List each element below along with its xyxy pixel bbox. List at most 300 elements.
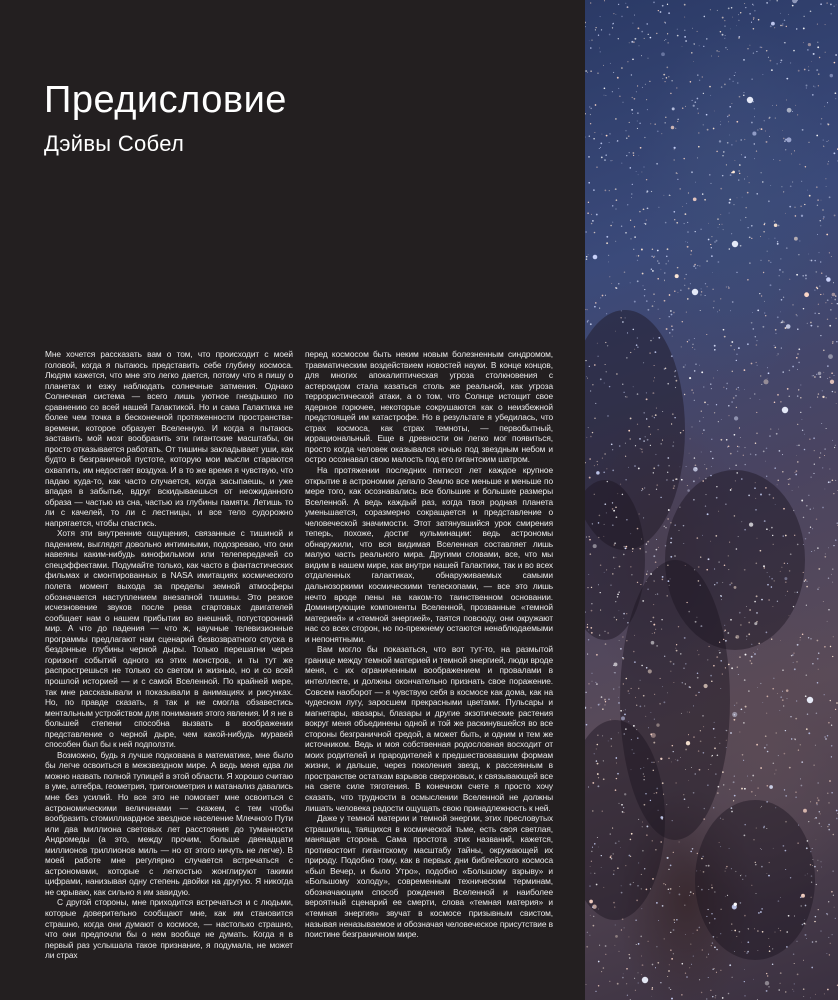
star xyxy=(778,755,779,756)
star xyxy=(828,937,829,938)
star xyxy=(725,730,726,731)
star xyxy=(616,373,618,375)
star xyxy=(591,610,593,612)
star xyxy=(633,329,635,331)
star xyxy=(798,362,800,364)
star xyxy=(739,612,741,614)
star xyxy=(639,123,640,124)
star xyxy=(613,72,614,73)
star xyxy=(602,810,603,811)
star xyxy=(643,695,645,697)
star xyxy=(616,516,618,518)
star xyxy=(796,455,797,456)
star xyxy=(587,654,588,655)
star xyxy=(738,180,739,181)
star xyxy=(777,244,778,245)
star xyxy=(595,403,596,404)
star xyxy=(670,310,672,312)
star xyxy=(689,453,690,454)
star xyxy=(642,964,644,966)
star xyxy=(804,919,805,920)
star xyxy=(591,632,593,634)
star xyxy=(778,989,780,991)
star xyxy=(687,231,689,233)
star xyxy=(634,635,635,636)
star xyxy=(725,35,726,36)
star xyxy=(727,116,728,117)
star xyxy=(685,364,686,365)
star xyxy=(687,489,690,492)
paragraph: На протяжении последних пятисот лет каждое крупное открытие в астрономии делало Землю все меньше и меньше по мере того, как осознавались все большие и большие размеры Вселенной. А ведь каждый раз, когда твоя родная планета уменьшается, соразмерно сокращается и представление о человеческой значимости. Этот затянувшийся урок смирения теперь, похоже, достиг кульминации: ведь астрономы обнаружили, что вся видимая Вселенная составляет лишь малую часть реального мира. Другими словами, все, что мы видим в нашем мире, как внутри нашей Галактики, так и во всех отдаленных галактиках, обнаруживаемых самыми дальнозоркими космическими телескопами, — все это лишь нечто вроде пены на каком-то таинственном основании. Доминирующие компоненты Вселенной, прозванные «темной материей» и «темной энергией», таятся повсюду, они окружают нас со всех сторон, но по-прежнему остаются ненаблюдаемыми и непонятными. xyxy=(305,465,553,644)
star xyxy=(687,246,689,248)
star xyxy=(687,341,688,342)
star xyxy=(735,160,736,161)
star xyxy=(675,782,676,783)
star xyxy=(816,713,818,715)
star xyxy=(752,775,754,777)
star xyxy=(622,811,624,813)
star xyxy=(604,159,606,161)
star xyxy=(711,913,712,914)
star xyxy=(592,681,593,682)
star xyxy=(768,938,769,939)
star xyxy=(796,700,797,701)
star xyxy=(680,467,681,468)
star xyxy=(830,717,831,718)
star xyxy=(744,969,745,970)
star xyxy=(724,84,726,86)
star xyxy=(783,535,784,536)
star xyxy=(714,412,715,413)
star xyxy=(596,683,598,685)
star xyxy=(669,294,671,296)
star xyxy=(660,678,661,679)
star xyxy=(690,944,691,945)
star xyxy=(664,526,665,527)
star xyxy=(746,639,747,640)
star xyxy=(628,135,629,136)
star xyxy=(598,961,600,963)
star xyxy=(596,471,600,475)
star xyxy=(800,397,802,399)
star xyxy=(668,76,669,77)
star xyxy=(600,16,601,17)
star xyxy=(745,207,747,209)
star xyxy=(729,106,731,108)
star xyxy=(617,593,619,595)
star xyxy=(801,785,803,787)
star xyxy=(660,497,661,498)
star xyxy=(591,708,592,709)
star xyxy=(619,445,621,447)
star xyxy=(751,780,752,781)
star xyxy=(659,703,661,705)
star xyxy=(744,389,745,390)
star xyxy=(653,467,655,469)
star xyxy=(637,121,638,122)
star xyxy=(648,34,649,35)
star xyxy=(725,667,726,668)
star xyxy=(655,849,657,851)
star xyxy=(814,312,816,314)
star xyxy=(719,224,720,225)
star xyxy=(657,278,659,280)
star xyxy=(781,567,782,568)
star xyxy=(795,792,796,793)
star xyxy=(712,942,713,943)
star xyxy=(690,891,692,893)
star xyxy=(834,375,835,376)
star xyxy=(776,225,777,226)
star xyxy=(770,185,771,186)
star xyxy=(803,960,804,961)
star xyxy=(585,70,587,72)
star xyxy=(758,643,760,645)
star xyxy=(720,846,721,847)
star xyxy=(802,275,804,277)
star xyxy=(615,118,617,120)
star xyxy=(589,477,591,479)
star xyxy=(752,4,754,6)
star xyxy=(703,417,704,418)
star xyxy=(632,551,633,552)
star xyxy=(832,391,833,392)
star xyxy=(610,856,612,858)
star xyxy=(766,476,767,477)
star xyxy=(773,159,774,160)
star xyxy=(615,601,616,602)
star xyxy=(709,86,711,88)
star xyxy=(598,909,599,910)
star xyxy=(769,785,773,789)
star xyxy=(590,390,591,391)
star xyxy=(693,467,698,472)
star xyxy=(784,753,786,755)
star xyxy=(731,488,732,489)
star xyxy=(653,742,655,744)
star xyxy=(732,301,734,303)
star xyxy=(750,660,751,661)
star xyxy=(791,738,792,739)
star xyxy=(697,98,699,100)
star xyxy=(831,256,832,257)
star xyxy=(798,70,800,72)
star xyxy=(662,5,664,7)
star xyxy=(623,546,625,548)
paragraph: Мне хочется рассказать вам о том, что происходит с моей головой, когда я пытаюсь представить себе глубину космоса. Людям кажется, что мне это легко дается, потому что я пишу о планетах и езжу наблюдать солнечные затмения. Однако Солнечная система — всего лишь уютное гнездышко по сравнению со всей нашей Галактикой. Но и сама Галактика не более чем точка в бесконечной протяженности пространства-времени, которое образует Вселенную. И когда я пытаюсь заставить мой мозг вообразить эти гигантские масштабы, он просто отказывается работать. От тишины закладывает уши, как будто в безграничной пустоте, которую мои мысли стараются охватить, им недостает воздуха. И в то же время я чувствую, что падаю куда-то, как часто случается, когда засыпаешь, и уже впадая в забытье, вдруг вскидываешься от неожиданного образа — частью из сна, частью из глубины памяти. Летишь то ли с качелей, то ли с лестницы, и все тело судорожно напрягается, чтобы спастись. xyxy=(45,349,293,528)
star xyxy=(637,128,638,129)
star xyxy=(704,402,706,404)
star xyxy=(671,998,673,1000)
star xyxy=(794,653,795,654)
star xyxy=(806,728,808,730)
star xyxy=(617,773,619,775)
star xyxy=(644,776,645,777)
star xyxy=(638,982,639,983)
star xyxy=(610,719,611,720)
star xyxy=(836,341,837,342)
star xyxy=(749,262,751,264)
star xyxy=(612,470,614,472)
star xyxy=(608,699,610,701)
star xyxy=(647,309,649,311)
star xyxy=(700,585,701,586)
star xyxy=(652,270,654,272)
star xyxy=(663,701,665,703)
star xyxy=(723,229,724,230)
star xyxy=(736,407,737,408)
star xyxy=(638,255,639,256)
star xyxy=(711,885,712,886)
star xyxy=(789,570,791,572)
star xyxy=(754,108,755,109)
star xyxy=(664,280,665,281)
star xyxy=(740,245,742,247)
star xyxy=(722,819,723,820)
star xyxy=(728,114,729,115)
star xyxy=(679,507,680,508)
star xyxy=(670,932,671,933)
star xyxy=(743,59,745,61)
star xyxy=(728,445,730,447)
star xyxy=(734,515,736,517)
star xyxy=(698,886,699,887)
star xyxy=(706,114,708,116)
star xyxy=(745,217,746,218)
star xyxy=(658,920,659,921)
star xyxy=(623,658,625,660)
star xyxy=(678,119,679,120)
star xyxy=(637,27,639,29)
star xyxy=(654,793,655,794)
star xyxy=(592,782,594,784)
star xyxy=(738,446,739,447)
star xyxy=(783,191,784,192)
star xyxy=(734,930,736,932)
star xyxy=(731,233,732,234)
star xyxy=(588,630,589,631)
star xyxy=(744,139,745,140)
star xyxy=(760,494,762,496)
star xyxy=(644,167,645,168)
star xyxy=(684,223,685,224)
star xyxy=(800,241,801,242)
star xyxy=(792,490,793,491)
star xyxy=(820,452,821,453)
star xyxy=(587,309,588,310)
star xyxy=(650,37,652,39)
star xyxy=(591,851,593,853)
star xyxy=(740,437,741,438)
star xyxy=(729,584,730,585)
star xyxy=(756,744,758,746)
star xyxy=(657,250,659,252)
star xyxy=(716,656,718,658)
star xyxy=(629,883,631,885)
star xyxy=(593,138,594,139)
star xyxy=(639,211,641,213)
star xyxy=(644,137,645,138)
star xyxy=(825,178,826,179)
star xyxy=(664,122,666,124)
star xyxy=(685,749,687,751)
star xyxy=(728,121,729,122)
star xyxy=(664,938,665,939)
star xyxy=(801,419,802,420)
star xyxy=(614,617,615,618)
star xyxy=(767,975,768,976)
star xyxy=(811,61,812,62)
star xyxy=(626,548,627,549)
star xyxy=(631,688,632,689)
star xyxy=(656,489,657,490)
star xyxy=(825,738,826,739)
star xyxy=(693,265,694,266)
star xyxy=(774,347,776,349)
star xyxy=(821,826,822,827)
star xyxy=(623,812,624,813)
star xyxy=(741,875,742,876)
star xyxy=(829,196,831,198)
star xyxy=(794,592,795,593)
star xyxy=(805,875,806,876)
star xyxy=(668,970,670,972)
star xyxy=(687,712,688,713)
star xyxy=(689,967,690,968)
star xyxy=(693,956,694,957)
star xyxy=(638,943,640,945)
star xyxy=(720,124,721,125)
star xyxy=(612,160,613,161)
star xyxy=(835,540,836,541)
star xyxy=(717,792,719,794)
star xyxy=(637,885,639,887)
star xyxy=(643,773,644,774)
star xyxy=(746,606,747,607)
star xyxy=(728,286,729,287)
star xyxy=(692,28,693,29)
star xyxy=(678,893,680,895)
star xyxy=(626,155,627,156)
star xyxy=(634,301,636,303)
star xyxy=(677,292,678,293)
star xyxy=(711,945,712,946)
star xyxy=(700,625,702,627)
star xyxy=(831,13,832,14)
star xyxy=(655,414,657,416)
star xyxy=(693,736,694,737)
star xyxy=(589,106,590,107)
star xyxy=(818,73,819,74)
star xyxy=(774,221,775,222)
star xyxy=(632,23,633,24)
star xyxy=(640,936,642,938)
star xyxy=(808,66,809,67)
star xyxy=(645,223,646,224)
star xyxy=(591,223,593,225)
star xyxy=(671,958,673,960)
star xyxy=(667,33,668,34)
star xyxy=(637,424,638,425)
star xyxy=(590,553,592,555)
star xyxy=(711,183,712,184)
star xyxy=(793,662,794,663)
star xyxy=(737,446,738,447)
star xyxy=(820,335,821,336)
star xyxy=(611,855,612,856)
star xyxy=(827,123,828,124)
star xyxy=(650,340,651,341)
star xyxy=(614,870,615,871)
star xyxy=(698,146,700,148)
star xyxy=(826,397,827,398)
star xyxy=(684,904,685,905)
star xyxy=(610,63,611,64)
star xyxy=(642,850,644,852)
star xyxy=(675,387,676,388)
star xyxy=(612,853,613,854)
star xyxy=(589,458,591,460)
star xyxy=(771,578,773,580)
star xyxy=(819,811,821,813)
star xyxy=(814,818,815,819)
star xyxy=(654,377,655,378)
star xyxy=(626,519,628,521)
star xyxy=(591,673,592,674)
star xyxy=(588,156,590,158)
star xyxy=(818,313,819,314)
star xyxy=(794,739,796,741)
star xyxy=(651,641,655,645)
star xyxy=(772,948,773,949)
star xyxy=(597,763,599,765)
star xyxy=(764,826,765,827)
star xyxy=(760,807,761,808)
star xyxy=(636,344,638,346)
star xyxy=(768,875,770,877)
star xyxy=(593,544,597,548)
star xyxy=(587,72,588,73)
star xyxy=(771,639,772,640)
star xyxy=(761,849,762,850)
star xyxy=(819,57,820,58)
star xyxy=(596,748,597,749)
bright-star xyxy=(747,97,753,103)
star xyxy=(688,734,689,735)
star xyxy=(785,595,786,596)
star xyxy=(623,710,624,711)
star xyxy=(731,811,733,813)
star xyxy=(595,104,597,106)
star xyxy=(829,252,830,253)
star xyxy=(607,481,608,482)
star xyxy=(820,220,821,221)
star xyxy=(831,297,832,298)
star xyxy=(829,377,830,378)
star xyxy=(829,325,831,327)
star xyxy=(631,109,633,111)
star xyxy=(594,465,595,466)
star xyxy=(818,909,819,910)
star xyxy=(692,344,693,345)
star xyxy=(654,694,655,695)
star xyxy=(811,882,812,883)
star xyxy=(728,569,729,570)
star xyxy=(800,905,801,906)
star xyxy=(827,163,828,164)
star xyxy=(828,354,833,359)
star xyxy=(700,266,701,267)
